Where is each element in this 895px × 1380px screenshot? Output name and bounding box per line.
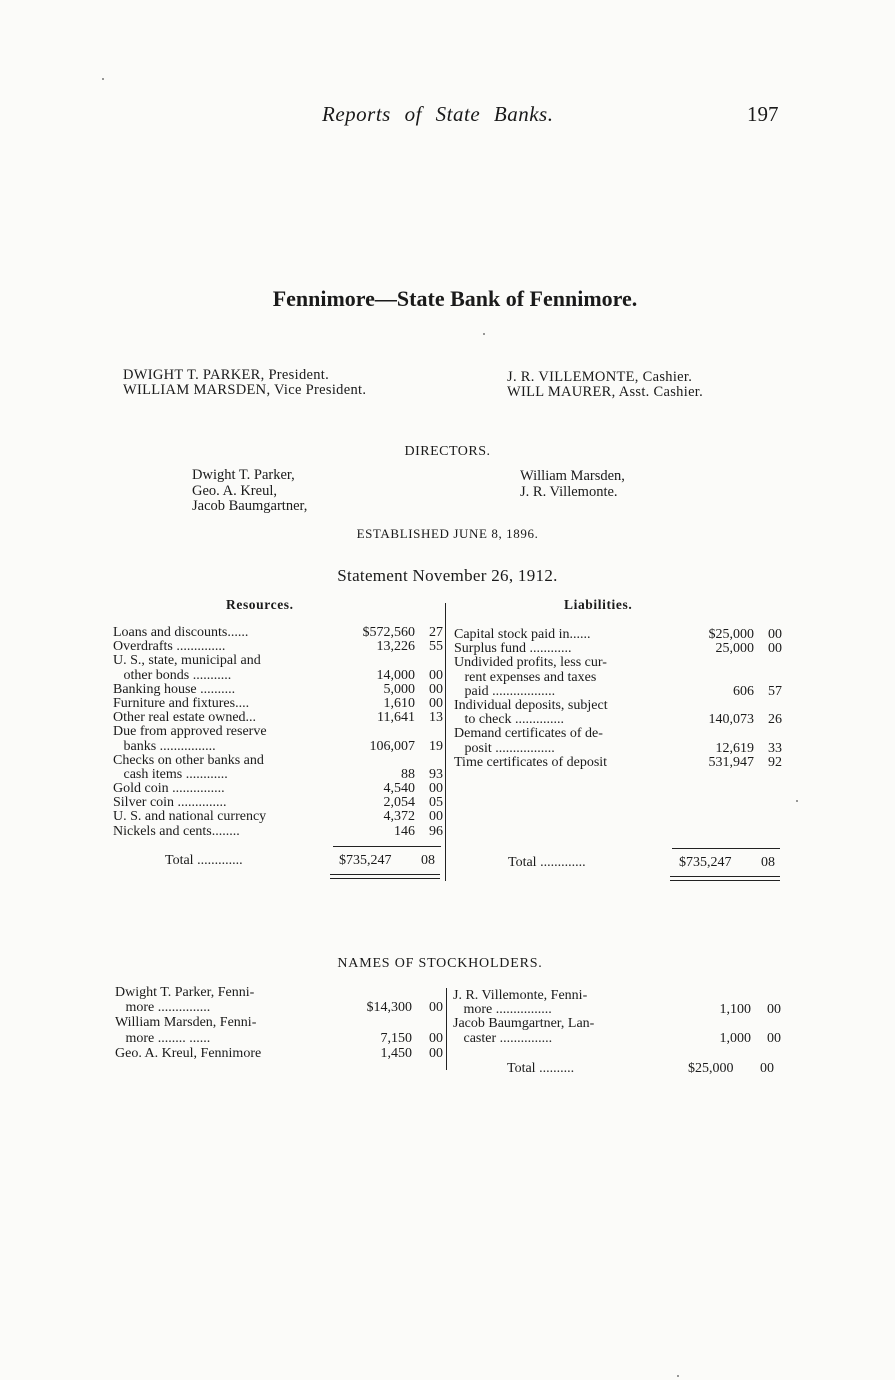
resources-total-cents: 08 [421, 853, 435, 868]
resources-heading: Resources. [226, 597, 294, 612]
ledger-row [454, 727, 782, 741]
liabilities-heading: Liabilities. [564, 597, 633, 612]
running-head: Reports of State Banks. [322, 102, 554, 126]
row-label: Silver coin .............. [113, 795, 227, 811]
stockholders-left-table [115, 986, 443, 1062]
ledger-row [115, 1001, 443, 1016]
row-label: Demand certificates of de- [454, 726, 603, 742]
row-label: Capital stock paid in...... [454, 627, 591, 642]
row-label: cash items ............ [113, 766, 228, 782]
row-amount: 140,073 [708, 712, 754, 728]
row-amount: 106,007 [369, 738, 415, 754]
row-cents: 00 [429, 681, 443, 697]
double-rule [670, 876, 780, 877]
row-label: Loans and discounts...... [113, 625, 249, 640]
row-amount: 7,150 [380, 1030, 412, 1046]
ledger-row [454, 699, 782, 713]
page-number: 197 [747, 102, 779, 126]
scan-speck [677, 1375, 679, 1377]
row-label: Individual deposits, subject [454, 697, 608, 713]
officer-asst-cashier: WILL MAURER, Asst. Cashier. [507, 384, 704, 400]
row-label: Time certificates of deposit [454, 754, 608, 770]
stockholders-total-cents: 00 [760, 1061, 774, 1076]
row-cents: 13 [429, 710, 443, 726]
row-amount: 4,540 [383, 781, 415, 797]
bank-title: Fennimore—State Bank of Fennimore. [272, 286, 638, 311]
stockholders-total-amount: $25,000 [688, 1061, 734, 1076]
ledger-row [113, 697, 443, 711]
row-cents: 00 [429, 1045, 443, 1061]
row-amount: $14,300 [366, 1000, 412, 1016]
stockholders-total-label: Total .......... [507, 1061, 575, 1076]
ledger-row [454, 656, 782, 670]
row-cents: 00 [768, 627, 782, 642]
directors-left [192, 468, 307, 515]
row-amount: 13,226 [376, 639, 415, 655]
row-label: paid .................. [454, 683, 556, 699]
ledger-row [454, 742, 782, 756]
row-label: more ................ [453, 1002, 552, 1018]
row-cents: 00 [429, 695, 443, 711]
row-label: Geo. A. Kreul, Fennimore [115, 1045, 262, 1061]
row-label: Dwight T. Parker, Fenni- [115, 985, 255, 1000]
ledger-row [453, 1032, 781, 1046]
liabilities-table [454, 628, 782, 770]
row-cents: 26 [768, 712, 782, 728]
established-date: ESTABLISHED JUNE 8, 1896. [356, 526, 539, 541]
row-cents: 00 [768, 641, 782, 657]
row-cents: 92 [768, 754, 782, 770]
statement-title: Statement November 26, 1912. [337, 566, 558, 585]
ledger-row [454, 671, 782, 685]
officers-right [507, 370, 703, 400]
row-label: to check .............. [454, 712, 565, 728]
ledger-row [113, 825, 443, 839]
row-cents: 19 [429, 738, 443, 754]
ledger-row [113, 640, 443, 654]
ledger-row [113, 810, 443, 824]
total-rule [333, 846, 441, 847]
row-cents: 93 [429, 766, 443, 782]
director: Geo. A. Kreul, [192, 482, 277, 499]
stockholders-right-table [453, 989, 781, 1046]
row-cents: 96 [429, 823, 443, 839]
ledger-row [115, 986, 443, 1001]
ledger-row [453, 1017, 781, 1031]
row-label: Due from approved reserve [113, 724, 267, 740]
row-cents: 00 [429, 809, 443, 825]
ledger-row [113, 740, 443, 754]
ledger-row [453, 1003, 781, 1017]
resources-total-label: Total ............. [165, 853, 243, 868]
row-amount: 146 [394, 823, 415, 839]
ledger-row [115, 1047, 443, 1062]
liabilities-total-label: Total ............. [508, 855, 586, 870]
row-label: banks ................ [113, 738, 216, 754]
row-label: J. R. Villemonte, Fenni- [453, 988, 588, 1003]
liabilities-total-amount: $735,247 [679, 855, 732, 870]
row-cents: 27 [429, 625, 443, 640]
row-cents: 00 [429, 1030, 443, 1046]
stockholders-heading: NAMES OF STOCKHOLDERS. [337, 956, 543, 971]
ledger-row [453, 989, 781, 1003]
row-amount: 531,947 [708, 754, 754, 770]
ledger-row [113, 796, 443, 810]
row-label: Overdrafts .............. [113, 639, 226, 655]
row-amount: 606 [733, 683, 754, 699]
row-cents: 00 [429, 781, 443, 797]
double-rule [670, 880, 780, 881]
row-label: Undivided profits, less cur- [454, 655, 607, 671]
row-amount: 1,450 [380, 1045, 412, 1061]
row-label: Other real estate owned... [113, 710, 257, 726]
row-label: caster ............... [453, 1030, 553, 1046]
directors-right [520, 469, 625, 500]
row-label: Banking house .......... [113, 681, 236, 697]
row-amount: $572,560 [362, 625, 415, 640]
row-amount: $25,000 [708, 627, 754, 642]
ledger-row [113, 725, 443, 739]
row-amount: 2,054 [383, 795, 415, 811]
ledger-row [115, 1032, 443, 1047]
row-label: Checks on other banks and [113, 752, 264, 768]
row-label: U. S., state, municipal and [113, 653, 261, 669]
ledger-row [113, 683, 443, 697]
director: William Marsden, [520, 468, 625, 484]
ledger-row [113, 669, 443, 683]
row-amount: 25,000 [715, 641, 754, 657]
ledger-row [115, 1016, 443, 1031]
double-rule [330, 874, 440, 875]
ledger-row [454, 628, 782, 642]
double-rule [330, 878, 440, 879]
row-amount: 11,641 [377, 710, 415, 726]
scan-speck [796, 800, 798, 802]
row-label: other bonds ........... [113, 667, 232, 683]
resources-total-amount: $735,247 [339, 853, 392, 868]
row-cents: 33 [768, 740, 782, 756]
row-cents: 00 [767, 1030, 781, 1046]
row-label: Surplus fund ............ [454, 641, 572, 657]
ledger-row [113, 768, 443, 782]
total-rule [672, 848, 780, 849]
ledger-row [454, 685, 782, 699]
resources-table [113, 626, 443, 839]
liabilities-total-cents: 08 [761, 855, 775, 870]
row-label: U. S. and national currency [113, 809, 267, 825]
row-amount: 1,000 [719, 1030, 751, 1046]
row-label: more ............... [115, 1000, 211, 1016]
director: Jacob Baumgartner, [192, 498, 308, 514]
row-label: Nickels and cents........ [113, 823, 240, 839]
column-divider [445, 603, 446, 881]
officer-cashier: J. R. VILLEMONTE, Cashier. [507, 369, 693, 385]
ledger-row [113, 754, 443, 768]
row-amount: 12,619 [715, 740, 754, 756]
row-cents: 57 [768, 683, 782, 699]
row-label: Furniture and fixtures.... [113, 695, 250, 711]
row-cents: 00 [429, 1000, 443, 1016]
row-cents: 00 [429, 667, 443, 683]
directors-heading: DIRECTORS. [404, 444, 491, 459]
row-cents: 05 [429, 795, 443, 811]
scan-speck [102, 78, 104, 80]
row-amount: 1,100 [719, 1002, 751, 1018]
column-divider [446, 988, 447, 1070]
officer-president: DWIGHT T. PARKER, President. [123, 367, 330, 383]
row-label: more ........ ...... [115, 1030, 211, 1046]
row-amount: 4,372 [383, 809, 415, 825]
officers-left [123, 368, 366, 398]
ledger-row [454, 756, 782, 770]
ledger-row [113, 782, 443, 796]
ledger-row [454, 713, 782, 727]
row-label: rent expenses and taxes [454, 669, 597, 685]
officer-vice-president: WILLIAM MARSDEN, Vice President. [123, 382, 367, 398]
row-amount: 88 [401, 766, 415, 782]
row-amount: 5,000 [383, 681, 415, 697]
director: Dwight T. Parker, [192, 467, 295, 483]
row-label: William Marsden, Fenni- [115, 1015, 257, 1031]
row-cents: 00 [767, 1002, 781, 1018]
row-amount: 1,610 [383, 695, 415, 711]
ledger-row [113, 711, 443, 725]
scan-speck [483, 333, 485, 335]
director: J. R. Villemonte. [520, 483, 618, 500]
ledger-row [454, 642, 782, 656]
row-amount: 14,000 [376, 667, 415, 683]
ledger-row [113, 654, 443, 668]
row-label: Gold coin ............... [113, 781, 225, 797]
row-cents: 55 [429, 639, 443, 655]
ledger-row [113, 626, 443, 640]
row-label: Jacob Baumgartner, Lan- [453, 1016, 595, 1032]
row-label: posit ................. [454, 740, 555, 756]
